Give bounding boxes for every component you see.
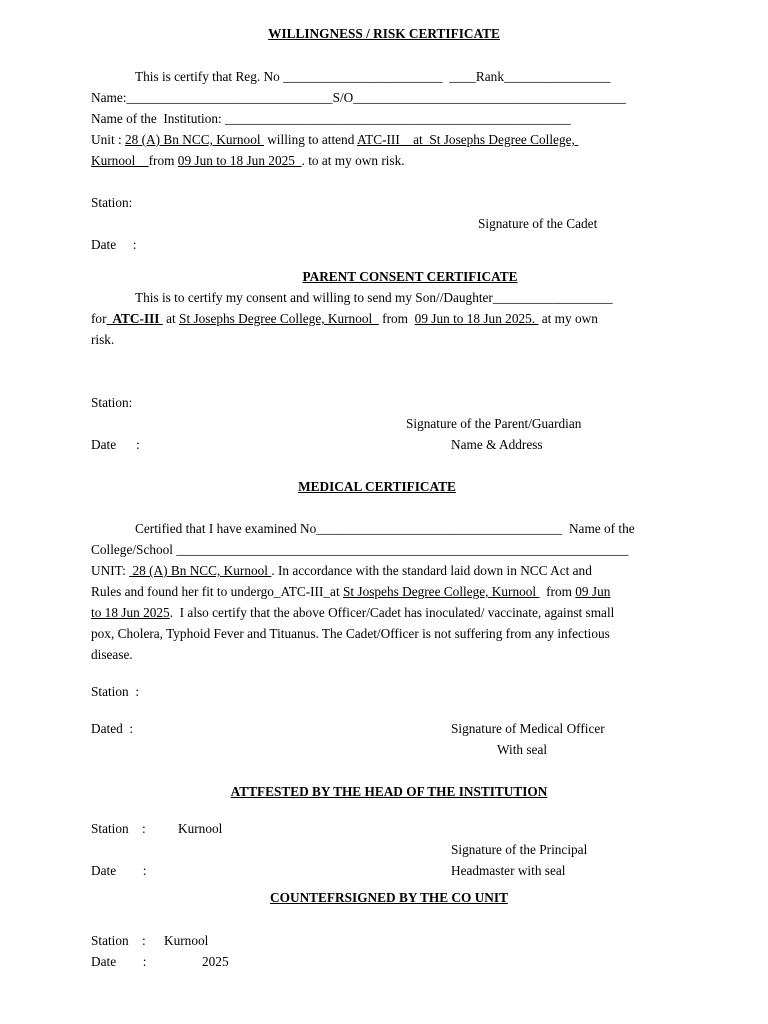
countersigned-heading: COUNTEFRSIGNED BY THE CO UNIT xyxy=(270,890,508,905)
name-blank: _______________________________ xyxy=(126,90,333,105)
risk-line-5 xyxy=(91,153,405,169)
parent-signature-label: Signature of the Parent/Guardian xyxy=(406,416,582,431)
parent-line-1: This is to certify my consent and willing to send my Son//Daughter__________________ xyxy=(135,290,613,305)
name-label: Name: xyxy=(91,90,127,105)
medical-line-7: disease. xyxy=(91,647,133,662)
parent-name-address-label: Name & Address xyxy=(451,437,543,452)
reg-no-blank: ________________________ ____ xyxy=(283,69,476,84)
unit-value: 28 (A) Bn NCC, Kurnool xyxy=(124,132,264,147)
place-value: Kurnool xyxy=(91,153,149,168)
inoculated-text: . I also certify that the above Officer/Cadet has inoculated/ vaccinate, against small xyxy=(169,605,615,620)
medical-dates-value: 09 Jun xyxy=(575,584,611,599)
medical-dated-label: Dated : xyxy=(91,721,134,736)
attested-heading: ATTFESTED BY THE HEAD OF THE INSTITUTION xyxy=(230,784,548,799)
name-of-text: Name of the xyxy=(562,521,635,536)
attested-station-label: Station : xyxy=(91,821,146,836)
examined-text: Certified that I have examined No xyxy=(135,521,317,536)
examined-blank: _____________________________________ xyxy=(316,521,563,536)
camp-value: ATC-III at St Josephs Degree College, xyxy=(356,132,579,147)
own-risk-text: . to at my own risk. xyxy=(301,153,405,168)
from-text: from xyxy=(539,584,576,599)
fit-text: Rules and found her fit to undergo_ATC-III_at xyxy=(91,584,343,599)
attested-date-label: Date : xyxy=(91,863,147,878)
medical-seal-label: With seal xyxy=(497,742,548,757)
counter-station-value: Kurnool xyxy=(164,933,209,948)
for-text: for xyxy=(91,311,107,326)
medical-line-2: College/School ____________________________________________________________________ xyxy=(91,542,629,557)
institution-line: Name of the Institution: ____________________________________________________ xyxy=(91,111,571,126)
parent-place-value: St Josephs Degree College, Kurnool xyxy=(179,311,379,326)
attested-station-value: Kurnool xyxy=(178,821,223,836)
parent-consent-heading: PARENT CONSENT CERTIFICATE xyxy=(302,269,518,284)
parent-station-label: Station: xyxy=(91,395,133,410)
reg-no-label: This is certify that Reg. No xyxy=(135,69,284,84)
unit-label: UNIT: xyxy=(91,563,130,578)
medical-line-4 xyxy=(91,584,610,600)
medical-line-3 xyxy=(91,563,592,579)
medical-dates-value-2: to 18 Jun 2025 xyxy=(91,605,170,620)
counter-date-value: 2025 xyxy=(202,954,229,969)
rank-field: Rank________________ xyxy=(475,69,611,84)
dates-value: 09 Jun to 18 Jun 2025 xyxy=(177,153,302,168)
parent-date-label: Date : xyxy=(91,437,140,452)
parent-line-3: risk. xyxy=(91,332,115,347)
medical-certificate-heading: MEDICAL CERTIFICATE xyxy=(298,479,456,494)
so-label: S/O xyxy=(332,90,354,105)
principal-signature-label: Signature of the Principal xyxy=(451,842,588,857)
risk-date-label: Date : xyxy=(91,237,137,252)
risk-line-4 xyxy=(91,132,578,148)
risk-line-2 xyxy=(91,90,626,106)
medical-line-1 xyxy=(135,521,635,537)
parent-camp-value: ATC-III xyxy=(106,311,163,326)
at-text: at xyxy=(162,311,180,326)
headmaster-seal-label: Headmaster with seal xyxy=(451,863,566,878)
counter-station-label: Station : xyxy=(91,933,146,948)
counter-date-label: Date : xyxy=(91,954,147,969)
unit-label: Unit : xyxy=(91,132,125,147)
own-risk-text: at my own xyxy=(538,311,598,326)
medical-station-label: Station : xyxy=(91,684,140,699)
medical-place-value: St Jospehs Degree College, Kurnool xyxy=(342,584,540,599)
willing-text: willing to attend xyxy=(263,132,357,147)
parent-dates-value: 09 Jun to 18 Jun 2025. xyxy=(414,311,539,326)
so-blank: _________________________________________ xyxy=(353,90,626,105)
cadet-signature-label: Signature of the Cadet xyxy=(478,216,598,231)
risk-station-label: Station: xyxy=(91,195,133,210)
unit-value: 28 (A) Bn NCC, Kurnool xyxy=(129,563,272,578)
from-text: from xyxy=(378,311,415,326)
parent-line-2 xyxy=(91,311,598,327)
medical-officer-signature-label: Signature of Medical Officer xyxy=(451,721,605,736)
medical-line-6: pox, Cholera, Typhoid Fever and Tituanus. The Cadet/Officer is not suffering from any infectious xyxy=(91,626,610,641)
accordance-text: . In accordance with the standard laid down in NCC Act and xyxy=(271,563,592,578)
risk-line-1 xyxy=(135,69,610,85)
medical-line-5 xyxy=(91,605,614,621)
risk-certificate-heading: WILLINGNESS / RISK CERTIFICATE xyxy=(268,26,500,41)
from-text: from xyxy=(148,153,178,168)
